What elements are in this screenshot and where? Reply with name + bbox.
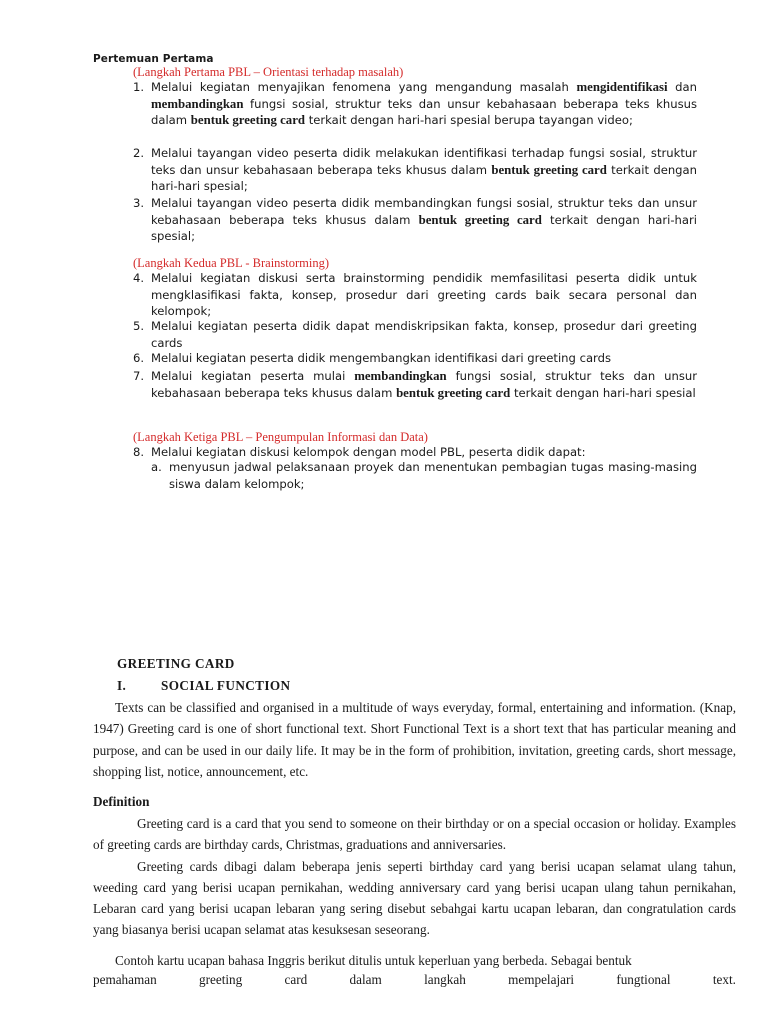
sub-item-text: menyusun jadwal pelaksanaan proyek dan menentukan pembagian tugas masing-masing siswa dalam kelompok; (169, 460, 697, 491)
word: card (284, 972, 308, 987)
list-item-3 (133, 195, 697, 245)
list-item-text: Melalui kegiatan menyajikan fenomena yang mengandung masalah mengidentifikasi dan membandingkan fungsi sosial, struktur teks dan unsur kebahasaan beberapa teks khusus dalam bentuk greeting card terkait dengan hari-hari spesial berupa tayangan video; (151, 80, 697, 128)
contoh-paragraph (93, 950, 736, 971)
step2-title: (Langkah Kedua PBL - Brainstorming) (133, 256, 330, 270)
list-item-number: 6. (133, 351, 145, 365)
list-item-4 (133, 270, 697, 320)
list-item-number: 5. (133, 319, 145, 333)
list-item-number: 2. (133, 146, 145, 160)
list-item-number: 8. (133, 445, 145, 459)
list-item-number: 7. (133, 369, 145, 383)
paragraph-text: Texts can be classified and organised in a multitude of ways everyday, formal, entertaining and information. (Knap, 1947) Greeting card is one of short functional text. Short Functional Text is a short text that has particular meaning and purpose, and can be used in our daily life. It may be in the form of prohibition, invitation, greeting cards, short message, shopping list, notice, announcement, etc. (93, 700, 736, 779)
step3-title: (Langkah Ketiga PBL – Pengumpulan Informasi dan Data) (133, 430, 428, 444)
subsection-number: I. (117, 678, 127, 693)
last-line (93, 972, 736, 988)
section-title: GREETING CARD (117, 656, 235, 671)
word: mempelajari (508, 972, 575, 987)
paragraph-text: Greeting cards dibagi dalam beberapa jenis seperti birthday card yang berisi ucapan selamat ulang tahun, weeding card yang berisi ucapan pernikahan, wedding anniversary card yang berisi ucapan ulang tahun pernikahan, Lebaran card yang berisi ucapan lebaran yang sering disebut sebahgai kartu ucapan lebaran, dan congratulation cards yang biasanya berisi ucapan selamat atas kesuksesan seseorang. (93, 858, 736, 938)
subsection-heading (117, 678, 290, 694)
list-item-text: Melalui kegiatan diskusi serta brainstorming pendidik memfasilitasi peserta didik untuk mengklasifikasi fakta, konsep, prosedur dari greeting cards baik secara personal dan kelompok; (151, 271, 697, 319)
list-item-text: Melalui tayangan video peserta didik membandingkan fungsi sosial, struktur teks dan unsur kebahasaan beberapa teks khusus dalam bentuk greeting card terkait dengan hari-hari spesial; (151, 196, 697, 244)
list-item-text: Melalui kegiatan peserta mulai membandingkan fungsi sosial, struktur teks dan unsur kebahasaan beberapa teks khusus dalam bentuk greeting card terkait dengan hari-hari spesial (151, 369, 697, 400)
sub-item-letter: a. (151, 460, 162, 474)
paragraph-text: Contoh kartu ucapan bahasa Inggris berikut ditulis untuk keperluan yang berbeda. Sebagai bentuk (115, 953, 632, 968)
list-item-number: 4. (133, 271, 145, 285)
definition-paragraphs (93, 813, 736, 941)
definition-heading: Definition (93, 794, 150, 809)
social-function-paragraph (93, 697, 736, 782)
paragraph-text: Greeting card is a card that you send to someone on their birthday or on a special occasion or holiday. Examples of greeting cards are birthday cards, Christmas, graduations and anniversaries. (93, 816, 736, 853)
word: langkah (424, 972, 466, 987)
list-item-text: Melalui kegiatan diskusi kelompok dengan model PBL, peserta didik dapat: (151, 445, 586, 459)
sub-item-a (151, 459, 697, 492)
list-item-6 (133, 350, 697, 367)
word: fungtional (616, 972, 671, 987)
subsection-title: SOCIAL FUNCTION (161, 678, 291, 693)
list-item-text: Melalui kegiatan peserta didik dapat mendiskripsikan fakta, konsep, prosedur dari greeting cards (151, 319, 697, 350)
list-item-5 (133, 318, 697, 351)
word: greeting (199, 972, 243, 987)
list-item-1 (133, 79, 697, 129)
step1-title: (Langkah Pertama PBL – Orientasi terhadap masalah) (133, 65, 404, 79)
list-item-number: 1. (133, 80, 145, 94)
word: dalam (349, 972, 382, 987)
page-heading: Pertemuan Pertama (93, 53, 214, 65)
list-item-text: Melalui tayangan video peserta didik melakukan identifikasi terhadap fungsi sosial, struktur teks dan unsur kebahasaan beberapa teks khusus dalam bentuk greeting card terkait dengan hari-hari spesial; (151, 146, 697, 194)
word: text. (712, 972, 736, 987)
list-item-text: Melalui kegiatan peserta didik mengembangkan identifikasi dari greeting cards (151, 351, 612, 365)
word: pemahaman (93, 972, 157, 987)
list-item-number: 3. (133, 196, 145, 210)
list-item-2 (133, 145, 697, 195)
list-item-7 (133, 368, 697, 401)
